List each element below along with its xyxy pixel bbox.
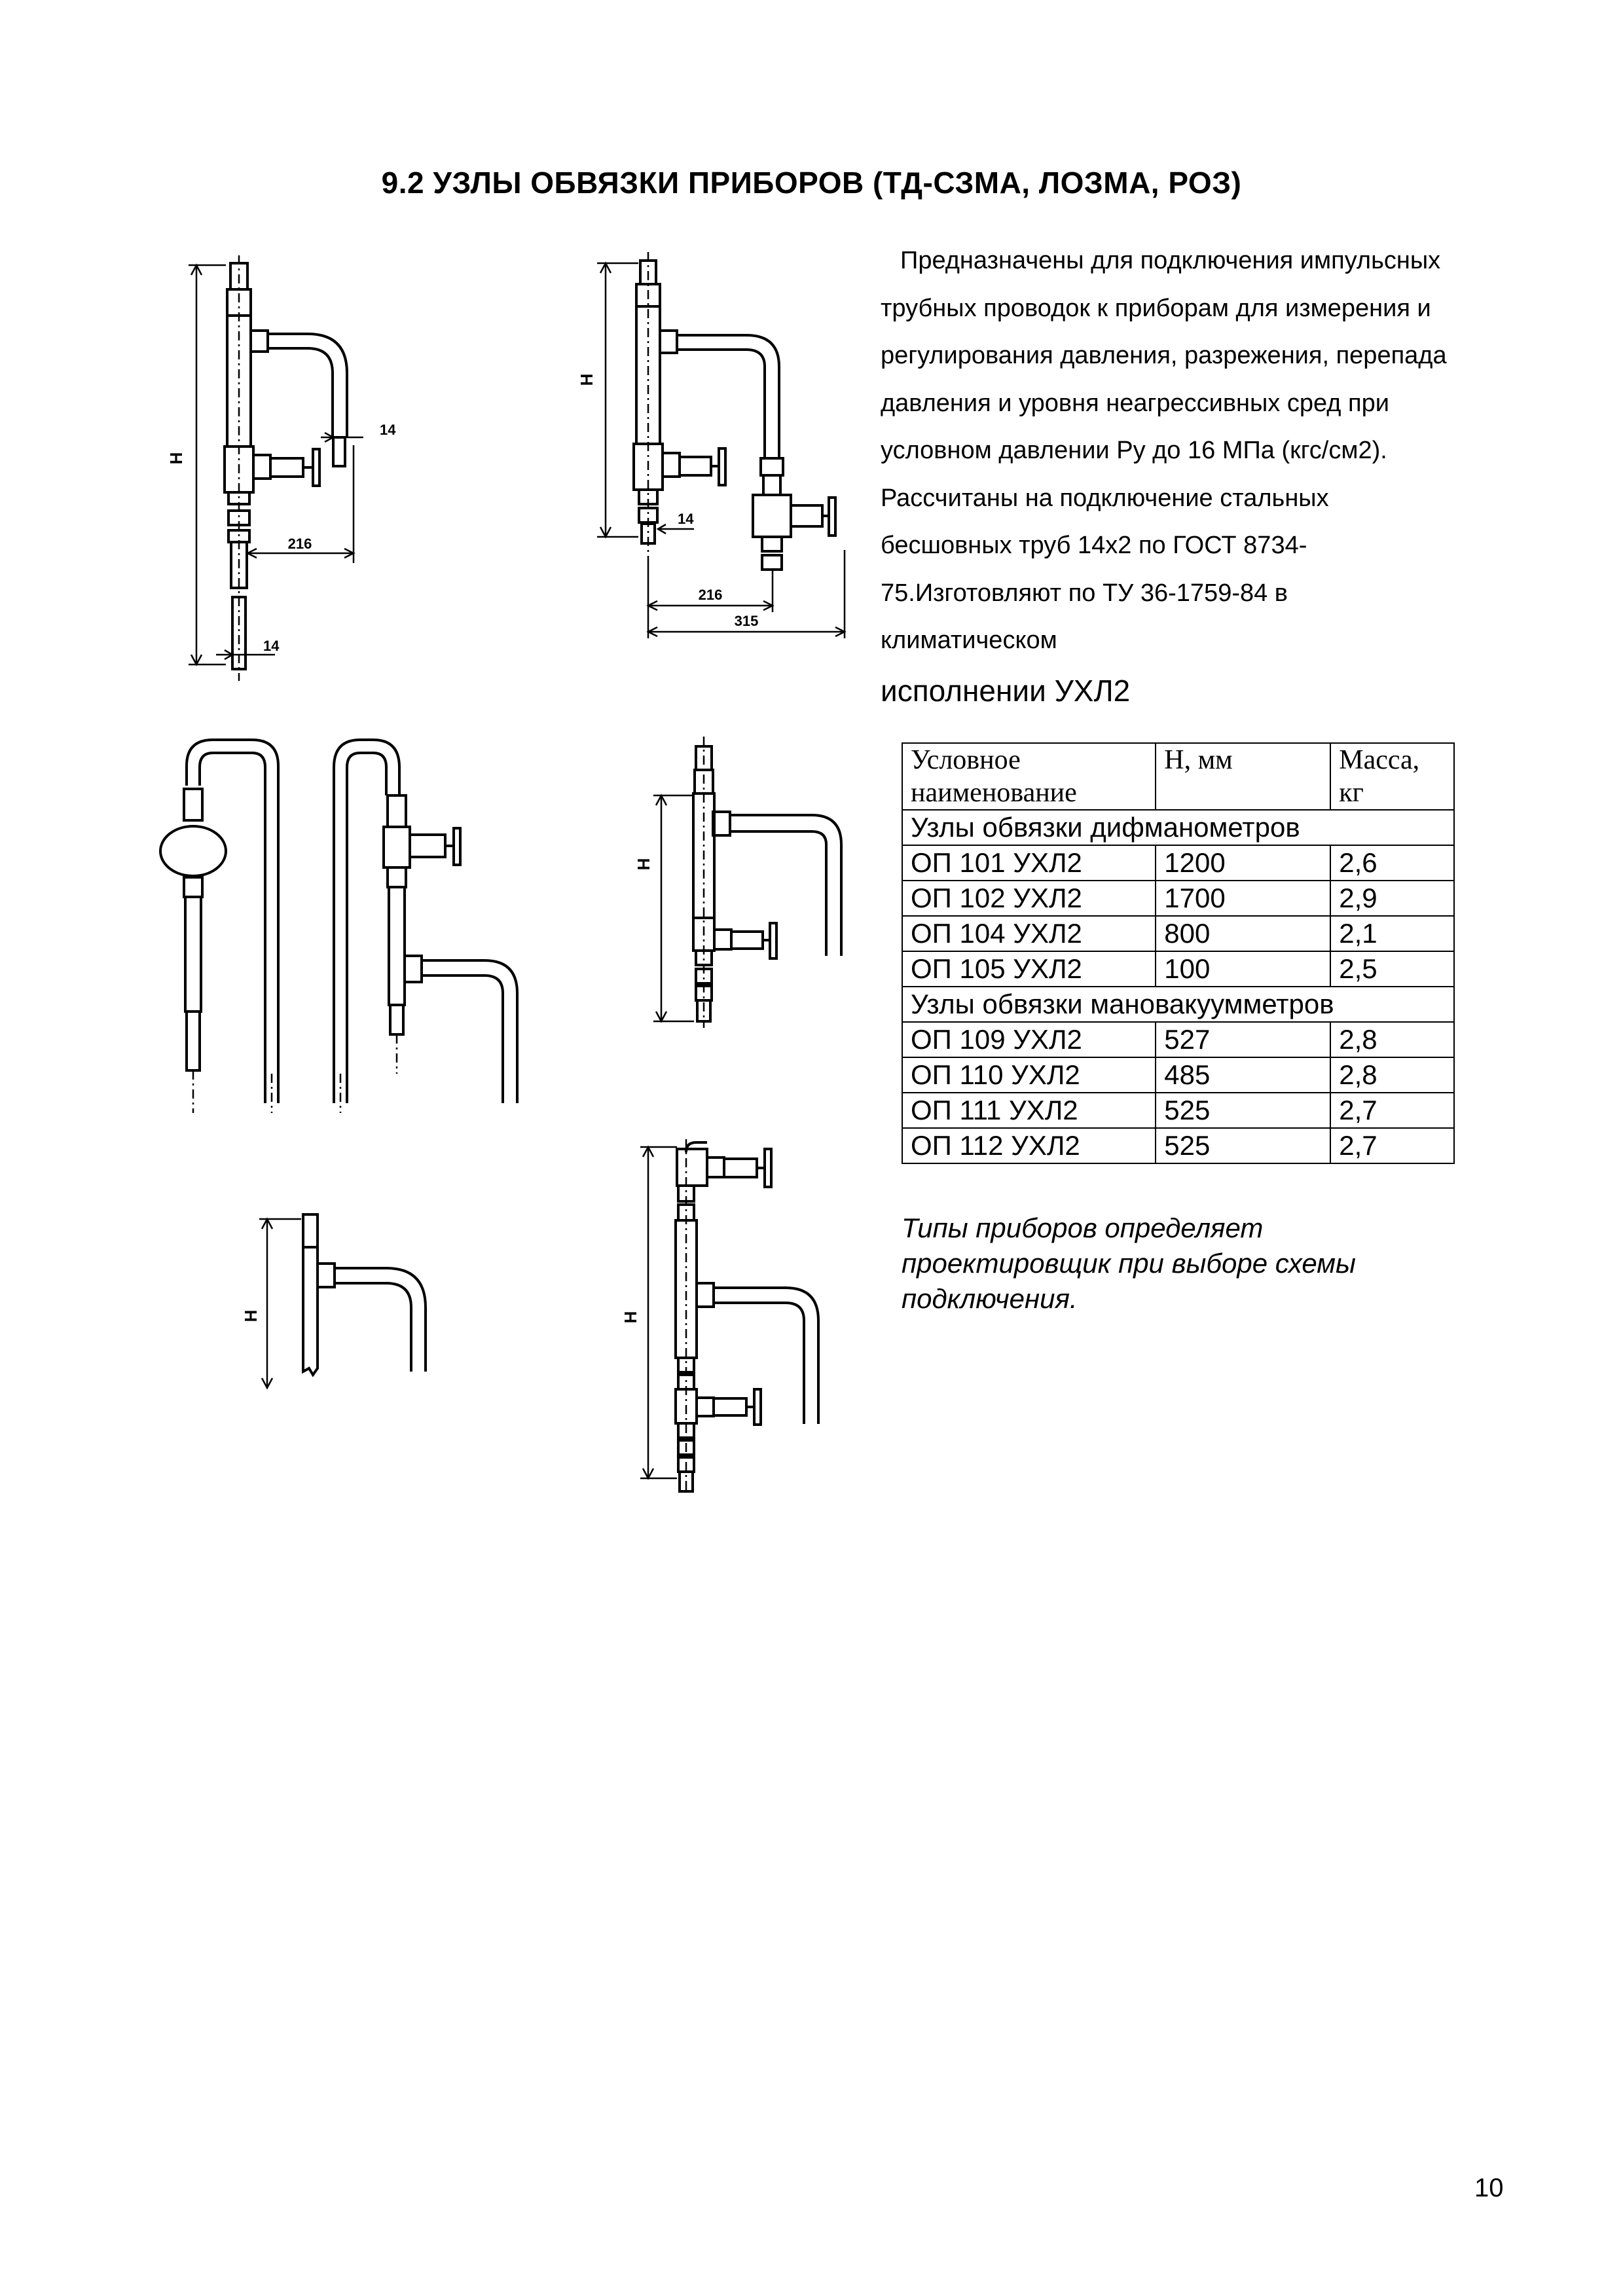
cell-name: ОП 104 УХЛ2 xyxy=(902,916,1156,951)
intro-line: Рассчитаны на подключение стальных xyxy=(881,484,1329,512)
cell-h: 527 xyxy=(1156,1022,1330,1057)
cell-name: ОП 112 УХЛ2 xyxy=(902,1128,1156,1163)
group-label: Узлы обвязки дифманометров xyxy=(902,810,1454,845)
drawing-fig-4 xyxy=(334,740,517,1113)
cell-mass: 2,5 xyxy=(1330,951,1454,987)
cell-mass: 2,7 xyxy=(1330,1093,1454,1128)
dimension-label-216: 216 xyxy=(698,587,723,603)
drawing-fig-3 xyxy=(160,740,278,1113)
column-header-name: Условное наименование xyxy=(902,743,1156,810)
column-header-mass: Масса, кг xyxy=(1330,743,1454,810)
cell-h: 800 xyxy=(1156,916,1330,951)
cell-h: 1700 xyxy=(1156,881,1330,916)
cell-mass: 2,7 xyxy=(1330,1128,1454,1163)
note-line: подключения. xyxy=(902,1283,1078,1314)
cell-mass: 2,9 xyxy=(1330,881,1454,916)
table-row xyxy=(902,1093,1454,1128)
intro-line: регулирования давления, разрежения, перепада xyxy=(881,342,1447,369)
cell-name: ОП 101 УХЛ2 xyxy=(902,845,1156,881)
cell-h: 525 xyxy=(1156,1128,1330,1163)
table-row xyxy=(902,951,1454,987)
intro-paragraph xyxy=(881,237,1535,717)
drawing-fig-2 xyxy=(577,252,845,638)
table-row xyxy=(902,1057,1454,1093)
drawing-fig-1 xyxy=(166,255,396,681)
spec-table xyxy=(902,742,1455,1164)
intro-line: давления и уровня неагрессивных сред при xyxy=(881,389,1389,417)
table-row xyxy=(902,1128,1454,1163)
table-row xyxy=(902,845,1454,881)
intro-line: бесшовных труб 14х2 по ГОСТ 8734- xyxy=(881,532,1307,559)
cell-name: ОП 109 УХЛ2 xyxy=(902,1022,1156,1057)
group-label: Узлы обвязки мановакуумметров xyxy=(902,987,1454,1022)
table-header-row xyxy=(902,743,1454,810)
dimension-label-h: H xyxy=(241,1309,261,1322)
intro-line: Предназначены для подключения импульсных xyxy=(900,247,1441,274)
page-title: 9.2 УЗЛЫ ОБВЯЗКИ ПРИБОРОВ (ТД-СЗМА, ЛОЗМА, РОЗ) xyxy=(381,166,1242,200)
dimension-label-h: H xyxy=(577,373,596,386)
dimension-label-216: 216 xyxy=(287,536,312,552)
cell-h: 485 xyxy=(1156,1057,1330,1093)
cell-h: 525 xyxy=(1156,1093,1330,1128)
table-group-row xyxy=(902,810,1454,845)
intro-line: условном давлении Ру до 16 МПа (кгс/см2). xyxy=(881,437,1387,464)
intro-line: климатическом xyxy=(881,627,1057,654)
note xyxy=(902,1211,1491,1317)
dimension-label-h: H xyxy=(166,452,186,465)
cell-name: ОП 111 УХЛ2 xyxy=(902,1093,1156,1128)
cell-mass: 2,8 xyxy=(1330,1022,1454,1057)
cell-mass: 2,6 xyxy=(1330,845,1454,881)
page-number: 10 xyxy=(1474,2174,1504,2202)
dimension-label-14: 14 xyxy=(263,638,280,654)
dimension-label-14: 14 xyxy=(380,422,396,438)
note-line: Типы приборов определяет xyxy=(902,1212,1264,1243)
cell-name: ОП 105 УХЛ2 xyxy=(902,951,1156,987)
note-line: проектировщик при выборе схемы xyxy=(902,1248,1356,1279)
dimension-label-315: 315 xyxy=(734,613,759,629)
drawing-fig-5 xyxy=(634,737,841,1028)
intro-line: 75.Изготовляют по ТУ 36-1759-84 в xyxy=(881,579,1288,607)
table-group-row xyxy=(902,987,1454,1022)
dimension-label-14: 14 xyxy=(678,511,694,527)
drawing-fig-7 xyxy=(621,1139,818,1493)
dimension-label-h: H xyxy=(621,1311,640,1324)
dimension-label-h: H xyxy=(634,858,653,871)
cell-name: ОП 110 УХЛ2 xyxy=(902,1057,1156,1093)
drawing-fig-6 xyxy=(241,1214,426,1388)
cell-name: ОП 102 УХЛ2 xyxy=(902,881,1156,916)
intro-line: трубных проводок к приборам для измерения и xyxy=(881,294,1431,322)
cell-h: 1200 xyxy=(1156,845,1330,881)
column-header-h: Н, мм xyxy=(1156,743,1330,810)
intro-line: исполнении УХЛ2 xyxy=(881,673,1131,708)
table-row xyxy=(902,881,1454,916)
table-row xyxy=(902,916,1454,951)
table-row xyxy=(902,1022,1454,1057)
cell-h: 100 xyxy=(1156,951,1330,987)
cell-mass: 2,1 xyxy=(1330,916,1454,951)
cell-mass: 2,8 xyxy=(1330,1057,1454,1093)
